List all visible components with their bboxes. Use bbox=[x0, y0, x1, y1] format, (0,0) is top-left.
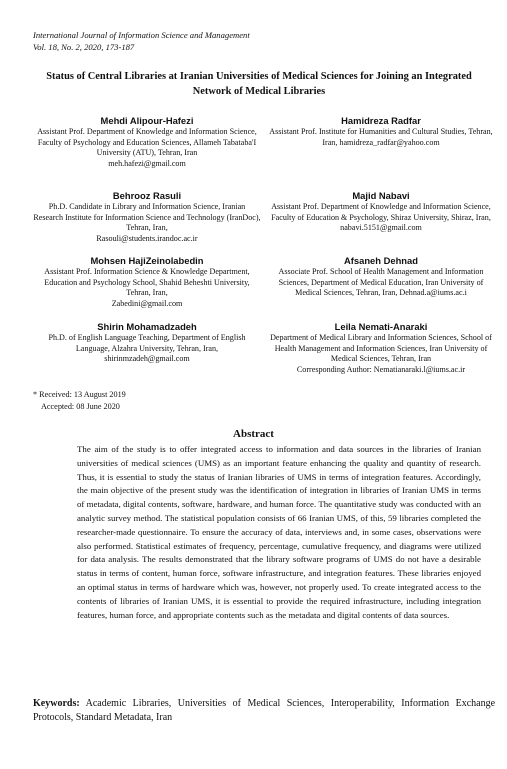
journal-header bbox=[33, 30, 250, 53]
author-name: Behrooz Rasuli bbox=[112, 190, 182, 201]
author-name: Mehdi Alipour-Hafezi bbox=[100, 115, 194, 126]
accepted-date: Accepted: 08 June 2020 bbox=[41, 402, 120, 411]
author-block bbox=[267, 114, 495, 148]
author-name: Hamidreza Radfar bbox=[341, 115, 421, 126]
keywords-label: Keywords: bbox=[33, 698, 80, 709]
journal-issue: Vol. 18, No. 2, 2020, 173-187 bbox=[33, 41, 135, 52]
author-block bbox=[267, 254, 495, 299]
author-name: Mohsen HajiZeinolabedin bbox=[90, 255, 204, 266]
abstract-heading: Abstract bbox=[233, 428, 274, 440]
author-email: Zabedini@gmail.com bbox=[111, 298, 183, 308]
author-block bbox=[33, 254, 261, 309]
author-name: Leila Nemati-Anaraki bbox=[334, 321, 428, 332]
author-block bbox=[33, 189, 261, 244]
author-affiliation: Ph.D. of English Language Teaching, Department of English Language, Alzahra University, Tehran, Iran, bbox=[48, 333, 246, 353]
author-name: Shirin Mohamadzadeh bbox=[97, 321, 197, 332]
keywords bbox=[33, 697, 495, 725]
author-block bbox=[33, 114, 261, 169]
abstract-body: The aim of the study is to offer integrated access to information and data sources in the libraries of Iranian universities of medical sciences (UMS) as an important feature enhancing the quality and quantity of research. Thus, it is essential to study the status of Iranian libraries of UMS in terms of integration features. Accordingly, the main objective of the present study was the identification of integration in libraries of Iranian UMS in terms of metadata, digital contents, software, hardware, and human force. The quantitative study was conducted with an analytic survey method. The statistical population consists of 66 Iranian UMS, of this, 59 libraries completed the researcher-made questionnaire. To ensure the accuracy of data, interviews and, in some cases, observations were also performed. Statistical estimates of frequency, percentage, cumulative frequency, and diagrams were utilized for data analysis. The results demonstrated that the library software programs of UMS do not have a desirable status in terms of content, human force, software infrastructure, and integration features. These libraries enjoyed an optimal status in terms of hardware which was, however, not properly used. To create integrated access to the contents of libraries of Iranian UMS, it is essential to provide the required infrastructure, including integration features, human force, and appropriate contents such as the metadata and digital contents of data sources. bbox=[77, 444, 481, 620]
author-affiliation: Assistant Prof. Department of Knowledge and Information Science, Faculty of Education & Psychology, Shiraz University, Shiraz, Iran, bbox=[271, 202, 491, 222]
author-affiliation: Department of Medical Library and Information Sciences, School of Health Management and Information Sciences, Iran University of Medical Sciences, Tehran, Iran bbox=[270, 333, 492, 364]
author-block bbox=[267, 320, 495, 375]
author-block bbox=[33, 320, 261, 365]
author-email: Corresponding Author: Nematianaraki.l@iums.ac.ir bbox=[296, 364, 466, 374]
submission-dates bbox=[33, 389, 126, 413]
author-block bbox=[267, 189, 495, 234]
paper-title: Status of Central Libraries at Iranian Universities of Medical Sciences for Joining an Integrated Network of Medical Libraries bbox=[46, 71, 472, 97]
author-email: Rasouli@students.irandoc.ac.ir bbox=[96, 233, 198, 243]
author-affiliation: Assistant Prof. Department of Knowledge and Information Science, Faculty of Psychology and Education Sciences, Allameh Tabataba'I University (ATU), Tehran, Iran bbox=[37, 127, 257, 158]
author-email: shirinmzadeh@gmail.com bbox=[104, 354, 190, 364]
journal-name: International Journal of Information Science and Management bbox=[33, 30, 250, 40]
author-name: Majid Nabavi bbox=[352, 190, 410, 201]
author-affiliation: Ph.D. Candidate in Library and Information Science, Iranian Research Institute for Information Science and Technology (IranDoc), Tehran, Iran, bbox=[33, 202, 261, 233]
author-email: nabavi.5151@gmail.com bbox=[340, 223, 422, 233]
author-email: meh.hafezi@gmail.com bbox=[108, 158, 186, 168]
keywords-list: Academic Libraries, Universities of Medical Sciences, Interoperability, Information Exchange Protocols, Standard Metadata, Iran bbox=[33, 698, 496, 723]
author-affiliation: Assistant Prof. Information Science & Knowledge Department, Education and Psychology School, Shahid Beheshti University, Tehran, Iran, bbox=[44, 267, 250, 298]
author-name: Afsaneh Dehnad bbox=[344, 255, 418, 266]
author-affiliation: Assistant Prof. Institute for Humanities and Cultural Studies, Tehran, Iran, hamidreza_radfar@yahoo.com bbox=[269, 127, 493, 147]
received-date: * Received: 13 August 2019 bbox=[33, 390, 126, 399]
author-affiliation: Associate Prof. School of Health Management and Information Sciences, Department of Medical Education, Iran University of Medical Sciences, Tehran, Iran, Dehnad.a@iums.ac.i bbox=[278, 267, 484, 298]
